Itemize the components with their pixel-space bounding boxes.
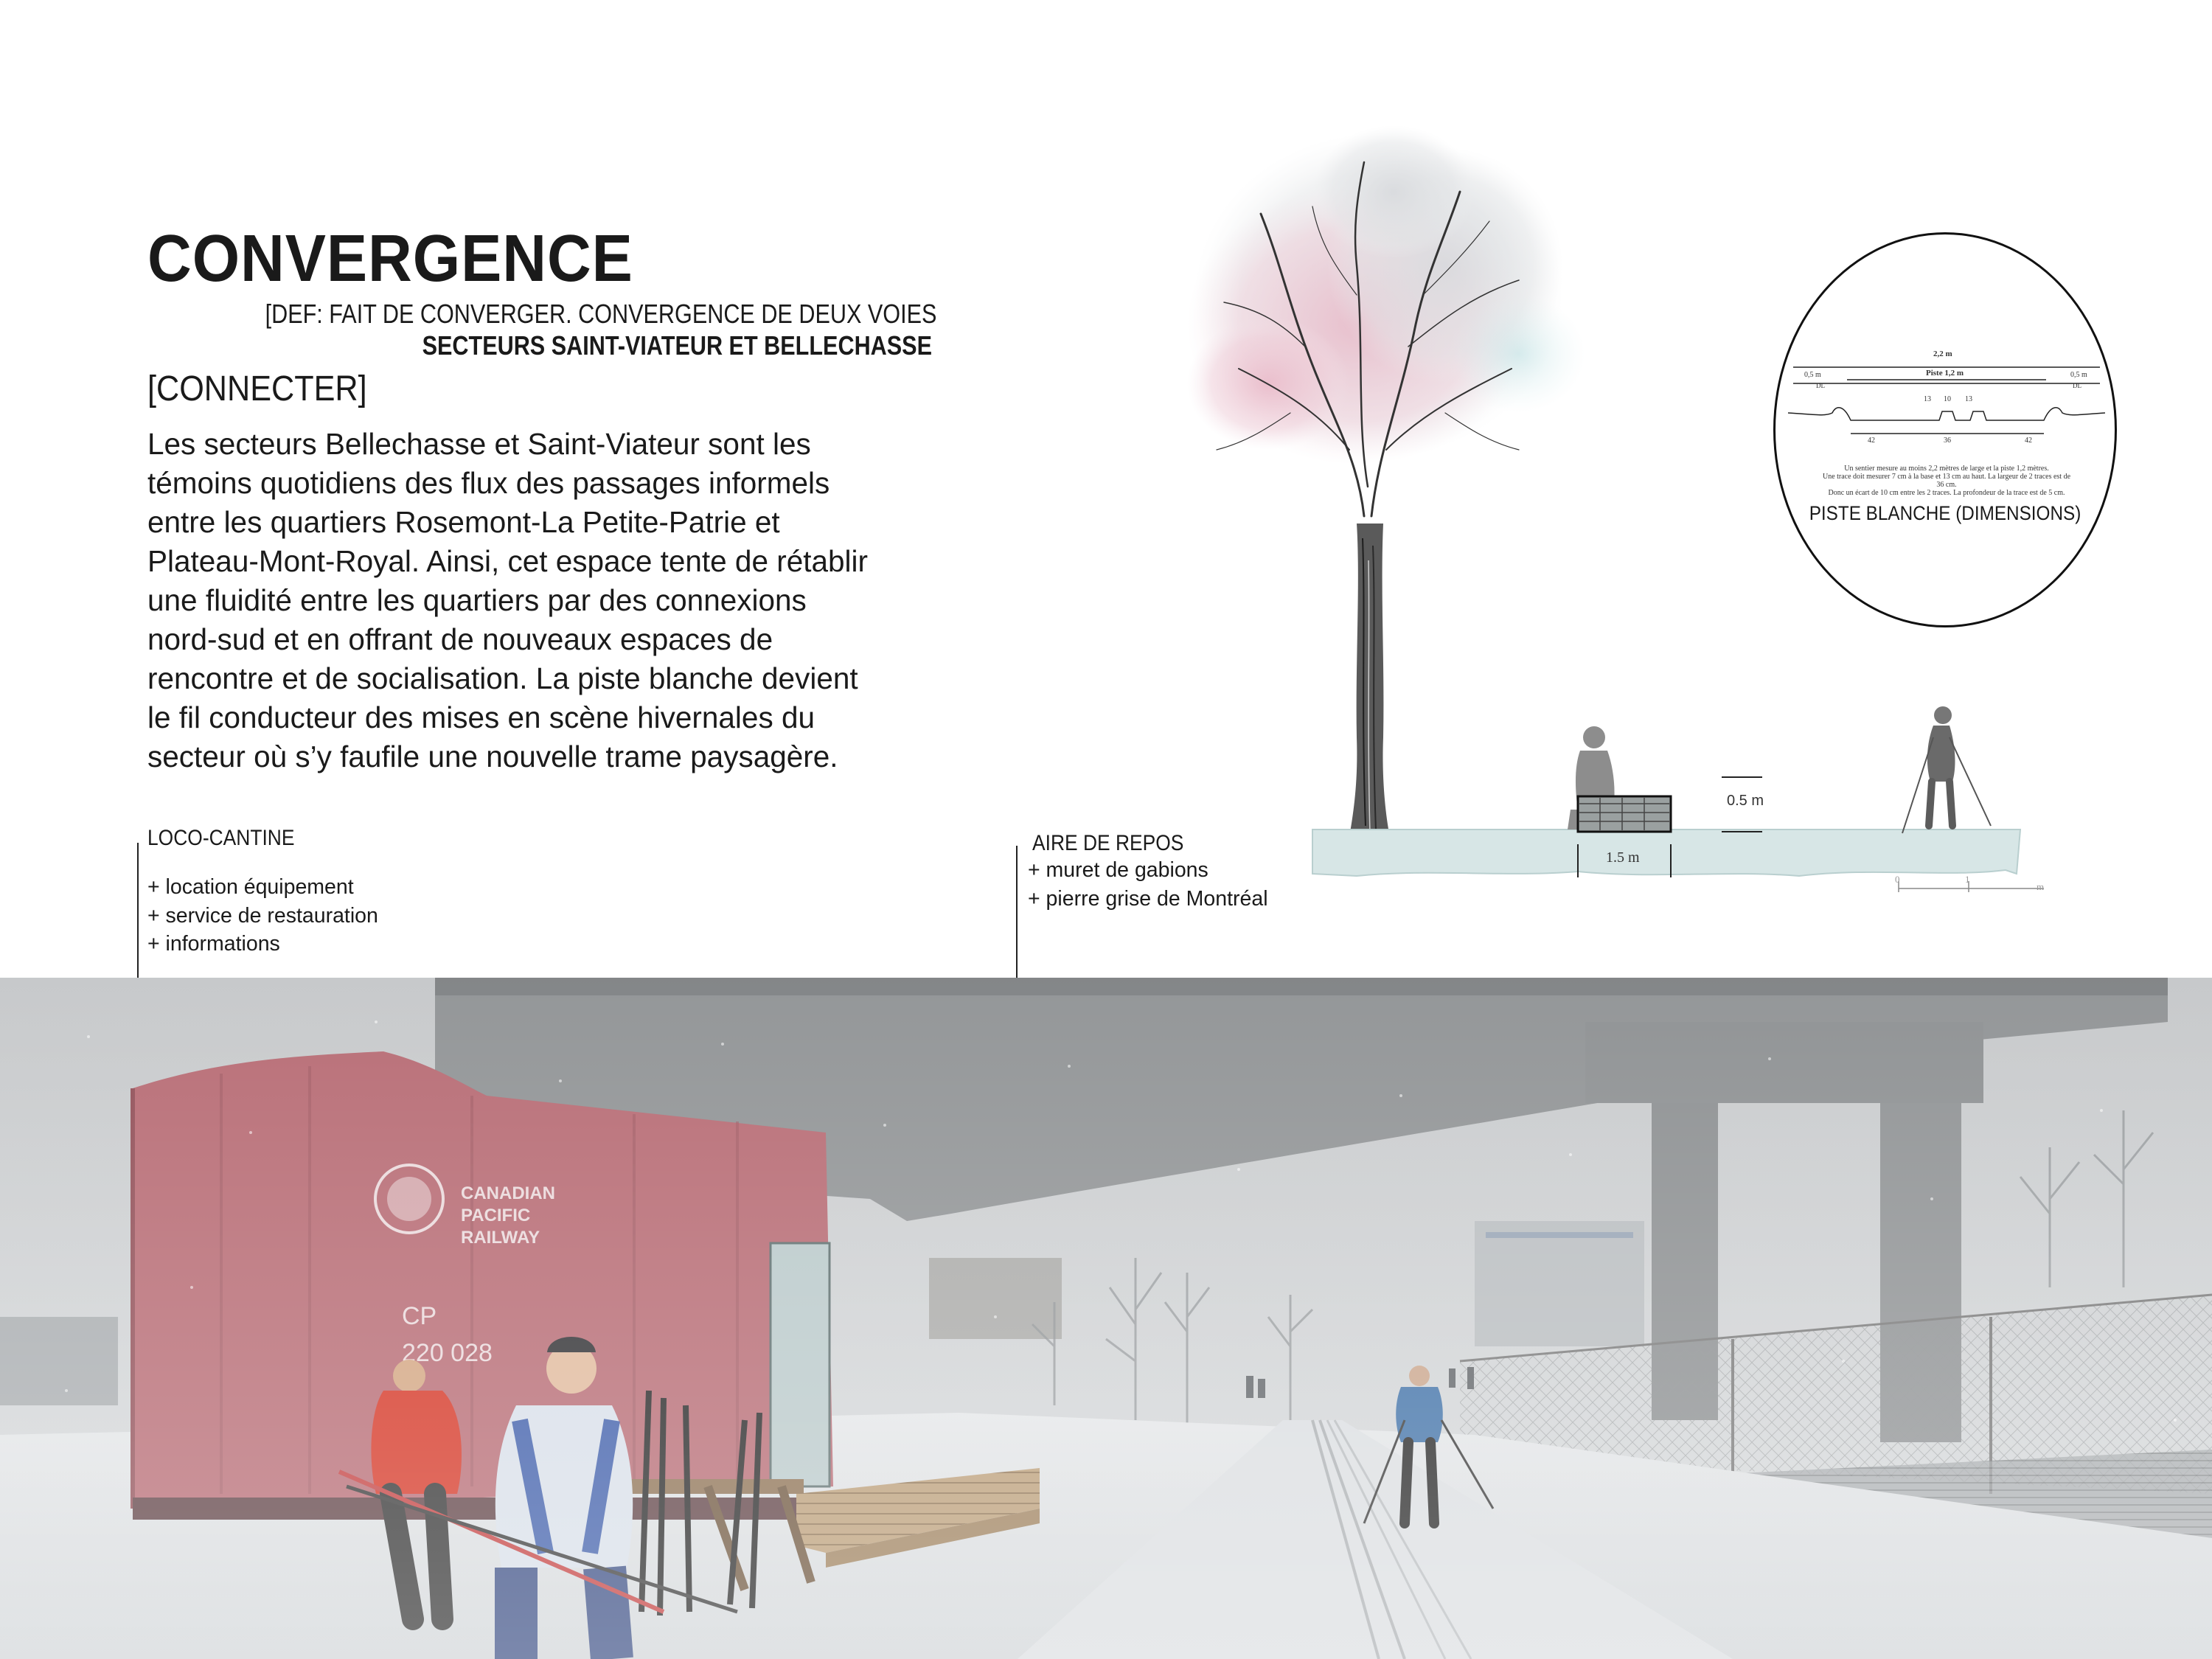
piste-dim-36: 36	[1944, 437, 1951, 445]
definition-line: [DEF: FAIT DE CONVERGER. CONVERGENCE DE DEUX VOIES	[265, 299, 937, 329]
piste-side-right: 0,5 m	[2070, 371, 2087, 379]
piste-dl-right: DL	[2073, 382, 2081, 389]
piste-note-line: Un sentier mesure au moins 2,2 mètres de large et la piste 1,2 mètres.	[1844, 465, 2049, 473]
tree-trunk	[1349, 524, 1390, 837]
piste-total-width: 2,2 m	[1933, 349, 1952, 358]
piste-note-line: Une trace doit mesurer 7 cm à la base et 13 cm au haut. La largeur de 2 traces est de 36 cm.	[1822, 473, 2071, 489]
loco-cantine-label	[147, 826, 378, 959]
bench-height-label: 0.5 m	[1727, 793, 1764, 809]
aire-de-repos-item: + pierre grise de Montréal	[1028, 886, 1268, 911]
body-line: Plateau-Mont-Royal. Ainsi, cet espace tente de rétablir	[147, 544, 869, 578]
tree-canopy	[1187, 125, 1585, 465]
body-line: le fil conducteur des mises en scène hivernales du	[147, 700, 815, 734]
description-paragraph	[147, 425, 951, 776]
loco-cantine-item: + informations	[147, 932, 280, 956]
piste-side-left: 0,5 m	[1804, 371, 1821, 379]
piste-explanatory-note	[1821, 465, 2072, 497]
skier-silhouette	[1902, 706, 1991, 833]
piste-track-width: Piste 1,2 m	[1926, 369, 1964, 378]
piste-dim-10: 10	[1944, 395, 1951, 403]
piste-detail-caption: PISTE BLANCHE (DIMENSIONS)	[1809, 502, 2081, 524]
body-line: secteur où s’y faufile une nouvelle trame paysagère.	[147, 740, 838, 773]
scale-bar	[1899, 881, 2044, 892]
scale-unit-label: m	[2037, 881, 2045, 892]
loco-cantine-item: + service de restauration	[147, 903, 378, 928]
connect-tag: [CONNECTER]	[147, 369, 367, 408]
aire-de-repos-title: AIRE DE REPOS	[1032, 831, 1184, 855]
scale-zero-label: 0	[1895, 874, 1900, 885]
piste-note-line: Donc un écart de 10 cm entre les 2 traces. La profondeur de la trace est de 5 cm.	[1828, 489, 2065, 497]
page-title: CONVERGENCE	[147, 222, 633, 296]
gabion-bench	[1578, 796, 1671, 832]
scale-one-label: 1	[1965, 874, 1970, 885]
bench-width-label: 1.5 m	[1606, 849, 1640, 866]
piste-dim-13-right: 13	[1965, 395, 1972, 403]
body-line: une fluidité entre les quartiers par des connexions	[147, 583, 807, 617]
loco-cantine-title: LOCO-CANTINE	[147, 826, 295, 850]
sectors-subtitle: SECTEURS SAINT-VIATEUR ET BELLECHASSE	[422, 330, 932, 361]
body-line: témoins quotidiens des flux des passages informels	[147, 466, 830, 500]
piste-dim-42-right: 42	[2025, 437, 2032, 445]
winter-scene-photo	[0, 978, 2212, 1659]
piste-dim-13-left: 13	[1924, 395, 1931, 403]
piste-dim-42-left: 42	[1868, 437, 1875, 445]
body-line: entre les quartiers Rosemont-La Petite-Patrie et	[147, 505, 780, 539]
snowfall-haze	[0, 978, 2212, 1659]
snow-ground	[1312, 830, 2020, 876]
body-line: nord-sud et en offrant de nouveaux espaces de	[147, 622, 773, 656]
body-line: Les secteurs Bellechasse et Saint-Viateur sont les	[147, 427, 811, 461]
aire-de-repos-item: + muret de gabions	[1028, 858, 1208, 882]
body-line: rencontre et de socialisation. La piste blanche devient	[147, 661, 858, 695]
piste-dl-left: DL	[1816, 382, 1825, 389]
loco-cantine-item: + location équipement	[147, 875, 354, 899]
